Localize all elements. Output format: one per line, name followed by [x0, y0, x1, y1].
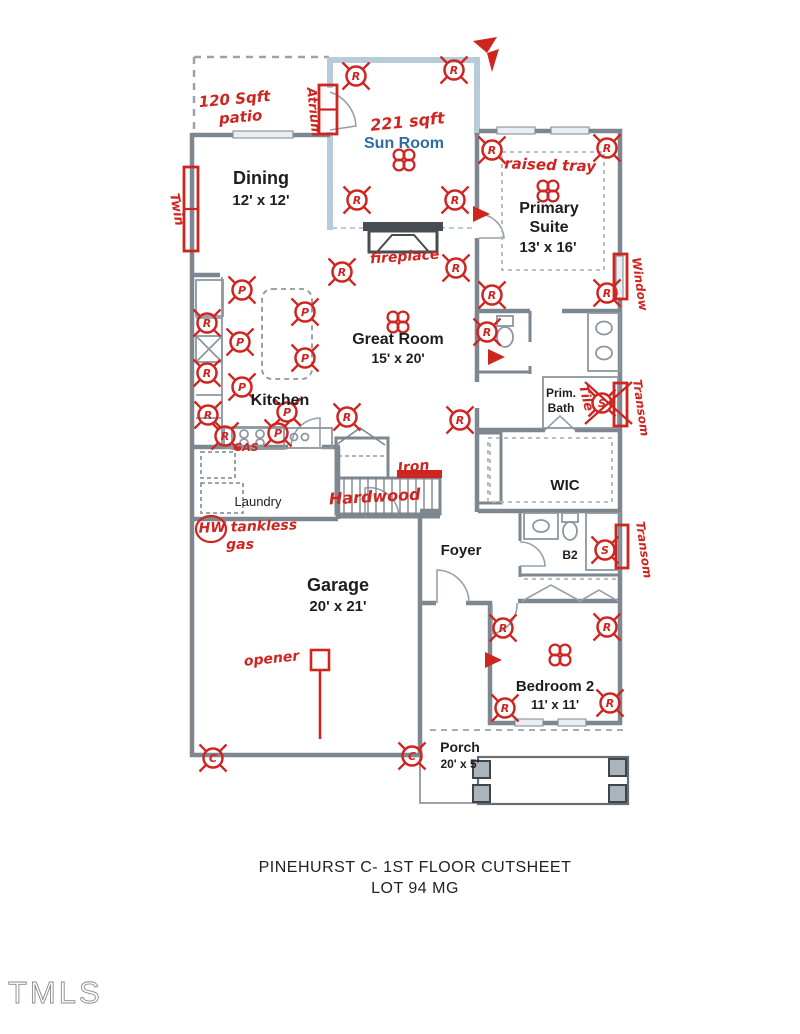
caption-line1: PINEHURST C- 1ST FLOOR CUTSHEET: [258, 859, 572, 876]
red-note: Hardwood: [328, 484, 422, 509]
ceiling-symbol-p: [292, 345, 319, 372]
ceiling-symbol-r: [490, 615, 517, 642]
svg-text:P: P: [235, 336, 245, 350]
red-note: fireplace: [369, 246, 440, 268]
tmls-watermark: TMLS: [8, 975, 103, 1010]
ceiling-symbol-r: [479, 282, 506, 309]
room-label: 20' x 21': [309, 598, 367, 615]
room-label: B2: [562, 548, 578, 562]
svg-text:R: R: [498, 622, 508, 636]
garage-opener-box: [311, 650, 329, 670]
red-note: Window: [629, 256, 651, 312]
ceiling-symbol-p: [265, 420, 292, 447]
ceiling-symbol-r: [474, 319, 501, 346]
room-label: Kitchen: [250, 392, 310, 409]
red-note: Transom: [630, 378, 652, 438]
red-note: HW tankless: [198, 517, 298, 537]
svg-text:R: R: [450, 194, 460, 208]
ceiling-symbol-r: [597, 690, 624, 717]
room-label: 20' x 5': [440, 757, 480, 771]
ceiling-symbol-r: [329, 259, 356, 286]
svg-text:R: R: [482, 326, 492, 340]
red-note: GAS: [233, 441, 259, 454]
svg-text:P: P: [237, 381, 247, 395]
ceiling-symbol-r: [441, 57, 468, 84]
svg-text:S: S: [601, 544, 609, 558]
room-label: Foyer: [440, 542, 482, 559]
ceiling-fan-symbol: [550, 645, 571, 666]
red-note: Iron: [396, 457, 431, 477]
svg-text:R: R: [342, 411, 352, 425]
room-label: Dining: [233, 168, 289, 188]
ceiling-symbol-r: [594, 280, 621, 307]
room-label: 12' x 12': [232, 192, 290, 209]
svg-text:S: S: [598, 397, 606, 411]
ceiling-symbol-r: [492, 695, 519, 722]
ceiling-fan-symbol: [394, 150, 415, 171]
ceiling-symbol-r: [194, 310, 221, 337]
room-label: Garage: [306, 575, 370, 595]
red-note: gas: [226, 537, 254, 553]
red-note: Transom: [633, 520, 655, 580]
room-label: Suite: [529, 219, 569, 236]
ceiling-fan-symbol: [388, 312, 409, 333]
svg-text:C: C: [407, 750, 417, 764]
svg-text:P: P: [300, 352, 310, 366]
porch-column: [473, 785, 490, 802]
svg-text:R: R: [451, 262, 461, 276]
ceiling-symbol-p: [292, 299, 319, 326]
svg-text:R: R: [602, 621, 612, 635]
svg-text:R: R: [337, 266, 347, 280]
washer: [201, 452, 235, 478]
red-note: 120 Sqft: [198, 86, 272, 112]
caption-line2: LOT 94 MG: [371, 880, 459, 897]
ceiling-symbol-r: [194, 360, 221, 387]
svg-text:R: R: [455, 414, 465, 428]
ceiling-symbol-p: [227, 329, 254, 356]
b2-toilet: [563, 522, 577, 540]
svg-text:P: P: [282, 406, 292, 420]
svg-text:P: P: [237, 284, 247, 298]
ceiling-symbol-s: [592, 537, 619, 564]
red-arrow-marker: [473, 206, 490, 222]
ceiling-symbol-r: [443, 255, 470, 282]
svg-text:P: P: [300, 306, 310, 320]
svg-text:R: R: [203, 409, 213, 423]
room-label: Porch: [440, 739, 480, 755]
red-note: 221 sqft: [369, 108, 446, 135]
svg-text:R: R: [602, 287, 612, 301]
ceiling-symbol-r: [343, 63, 370, 90]
svg-text:R: R: [202, 367, 212, 381]
ceiling-fan-symbol: [538, 181, 559, 202]
ceiling-symbol-c: [399, 743, 426, 770]
ceiling-symbol-r: [447, 407, 474, 434]
ceiling-symbol-r: [344, 187, 371, 214]
ceiling-symbol-r: [479, 137, 506, 164]
red-note: Twin: [166, 192, 187, 228]
svg-text:R: R: [351, 70, 361, 84]
room-label: Bath: [547, 401, 575, 415]
b2-toilet-tank: [562, 513, 578, 522]
room-label: 11' x 11': [530, 697, 580, 712]
b2-vanity: [524, 513, 558, 539]
ceiling-symbol-r: [442, 187, 469, 214]
porch-column: [609, 759, 626, 776]
room-label: Primary: [519, 200, 579, 217]
svg-text:R: R: [602, 142, 612, 156]
svg-text:R: R: [487, 144, 497, 158]
room-label: Great Room: [352, 331, 444, 348]
svg-text:R: R: [605, 697, 615, 711]
svg-text:P: P: [273, 427, 283, 441]
red-arrow-marker: [488, 349, 505, 365]
svg-text:R: R: [449, 64, 459, 78]
room-label: WIC: [550, 477, 580, 494]
room-label: 13' x 16': [519, 239, 577, 256]
room-label: Prim.: [545, 386, 577, 400]
svg-text:C: C: [208, 752, 218, 766]
room-label: Laundry: [234, 494, 282, 509]
svg-text:R: R: [500, 702, 510, 716]
red-note: Tile: [575, 383, 597, 413]
red-note: patio: [218, 106, 264, 128]
room-label: Sun Room: [364, 135, 444, 152]
ceiling-symbol-p: [229, 277, 256, 304]
room-label: Bedroom 2: [515, 678, 595, 695]
ceiling-symbol-r: [594, 614, 621, 641]
ceiling-symbol-r: [594, 135, 621, 162]
red-arrow-marker: [485, 652, 502, 668]
red-note: raised tray: [504, 154, 597, 176]
red-note: opener: [243, 648, 301, 670]
svg-text:R: R: [487, 289, 497, 303]
ceiling-symbol-r: [195, 402, 222, 429]
ceiling-symbol-c: [200, 745, 227, 772]
svg-text:R: R: [202, 317, 212, 331]
svg-text:R: R: [352, 194, 362, 208]
ceiling-symbol-r: [334, 404, 361, 431]
red-note: Atrium: [303, 86, 324, 138]
room-label: 15' x 20': [371, 350, 425, 366]
svg-text:R: R: [220, 430, 230, 444]
porch-column: [609, 785, 626, 802]
